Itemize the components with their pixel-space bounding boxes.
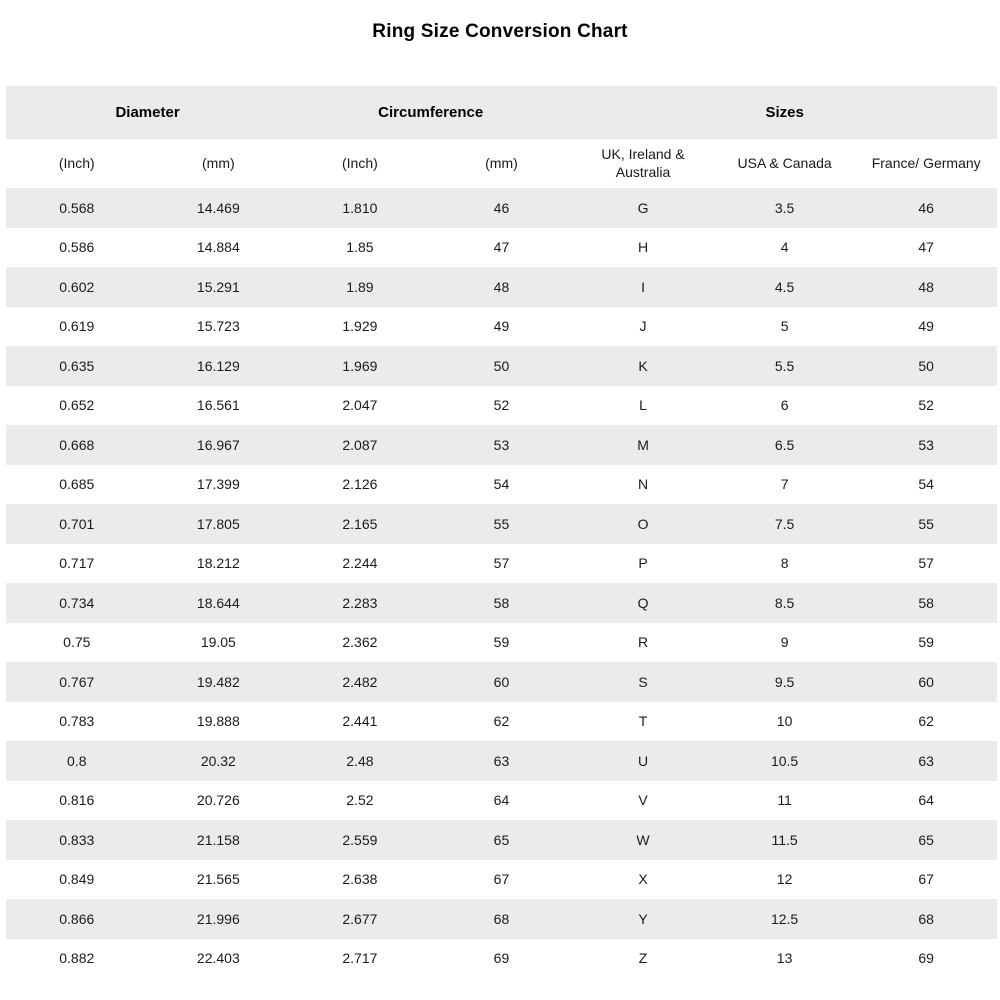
table-row [6, 781, 997, 821]
table-cell: 60 [918, 673, 934, 690]
table-cell: 57 [918, 555, 934, 572]
table-cell: P [638, 555, 648, 572]
table-cell: 46 [918, 199, 934, 216]
table-cell: 68 [918, 910, 934, 927]
table-cell: 0.734 [59, 594, 95, 611]
table-cell: 63 [493, 752, 510, 769]
table-cell: 15.291 [196, 278, 240, 295]
table-cell: 2.047 [342, 397, 378, 414]
table-row [6, 504, 997, 544]
table-cell: 9 [780, 634, 789, 651]
col-header-diameter-inch: (Inch) [6, 139, 148, 188]
table-cell: Z [638, 950, 648, 967]
table-row [6, 860, 997, 900]
table-cell: N [637, 476, 649, 493]
table-cell: 53 [918, 436, 934, 453]
table-cell: 2.482 [342, 673, 378, 690]
table-cell: 7 [780, 476, 789, 493]
table-cell: 0.816 [59, 792, 95, 809]
table-cell: 1.89 [346, 278, 374, 295]
table-cell: 17.399 [196, 476, 240, 493]
table-cell: 1.85 [346, 239, 374, 256]
table-cell: 0.586 [59, 239, 95, 256]
table-cell: W [636, 831, 650, 848]
table-cell: 19.888 [196, 713, 240, 730]
col-header-diameter-mm: (mm) [148, 139, 290, 188]
table-cell: 2.441 [342, 713, 378, 730]
table-cell: 52 [493, 397, 510, 414]
table-cell: 20.726 [196, 792, 240, 809]
table-cell: 13 [776, 950, 793, 967]
table-cell: 0.75 [63, 634, 91, 651]
table-body [6, 188, 997, 978]
col-header-circumference-inch: (Inch) [289, 139, 431, 188]
table-cell: 4.5 [774, 278, 795, 295]
table-cell: X [638, 871, 648, 888]
table-cell: 0.635 [59, 357, 95, 374]
table-cell: 69 [493, 950, 510, 967]
table-cell: 19.05 [200, 634, 236, 651]
table-cell: L [639, 397, 647, 414]
table-cell: 0.568 [59, 199, 95, 216]
table-cell: 0.619 [59, 318, 95, 335]
table-row [6, 662, 997, 702]
table-cell: 65 [493, 831, 510, 848]
table-row [6, 820, 997, 860]
table-cell: 49 [493, 318, 510, 335]
group-header-circumference: Circumference [289, 86, 572, 139]
table-cell: 16.129 [196, 357, 240, 374]
col-header-uk-ireland-australia: UK, Ireland & Australia [572, 139, 714, 188]
table-cell: 47 [493, 239, 510, 256]
table-cell: 11 [777, 792, 792, 809]
table-cell: 6.5 [774, 436, 795, 453]
table-row [6, 939, 997, 979]
table-cell: 49 [918, 318, 934, 335]
table-cell: 47 [918, 239, 934, 256]
table-cell: 21.158 [196, 831, 240, 848]
table-cell: V [638, 792, 648, 809]
table-cell: 2.244 [342, 555, 378, 572]
table-row [6, 465, 997, 505]
table-cell: 68 [493, 910, 510, 927]
col-header-circumference-mm: (mm) [431, 139, 573, 188]
column-header-row [6, 139, 997, 188]
table-cell: 20.32 [200, 752, 236, 769]
table-cell: 1.969 [342, 357, 378, 374]
table-cell: 8.5 [774, 594, 795, 611]
table-row [6, 623, 997, 663]
table-cell: O [637, 515, 649, 532]
table-cell: H [637, 239, 649, 256]
table-cell: 17.805 [196, 515, 240, 532]
table-cell: 18.644 [196, 594, 240, 611]
table-cell: 12 [776, 871, 793, 888]
table-row [6, 346, 997, 386]
table-cell: 0.783 [59, 713, 95, 730]
table-cell: 22.403 [196, 950, 240, 967]
table-row [6, 307, 997, 347]
table-cell: 0.602 [59, 278, 95, 295]
group-header-diameter: Diameter [6, 86, 289, 139]
table-cell: 0.849 [59, 871, 95, 888]
table-cell: R [637, 634, 649, 651]
table-cell: 46 [493, 199, 510, 216]
table-cell: 4 [780, 239, 789, 256]
table-row [6, 702, 997, 742]
table-cell: J [639, 318, 647, 335]
table-cell: 48 [493, 278, 510, 295]
table-cell: 0.717 [59, 555, 95, 572]
table-cell: 16.967 [196, 436, 240, 453]
table-cell: 57 [493, 555, 510, 572]
table-cell: 2.52 [346, 792, 374, 809]
table-cell: 18.212 [196, 555, 240, 572]
table-cell: 11.5 [771, 831, 798, 848]
table-cell: Y [638, 910, 648, 927]
table-cell: 50 [493, 357, 510, 374]
table-cell: 0.685 [59, 476, 95, 493]
table-cell: 16.561 [196, 397, 240, 414]
table-cell: 0.652 [59, 397, 95, 414]
table-cell: 55 [918, 515, 934, 532]
table-cell: 3.5 [774, 199, 795, 216]
table-cell: 2.638 [342, 871, 378, 888]
table-cell: 8 [780, 555, 789, 572]
table-cell: 59 [918, 634, 934, 651]
table-cell: 64 [918, 792, 934, 809]
table-cell: 62 [918, 713, 934, 730]
table-cell: 10.5 [770, 752, 799, 769]
table-cell: K [638, 357, 648, 374]
table-cell: Q [637, 594, 649, 611]
group-header-row [6, 86, 997, 139]
table-row [6, 741, 997, 781]
table-cell: 15.723 [196, 318, 240, 335]
table-row [6, 228, 997, 268]
table-cell: 54 [493, 476, 510, 493]
table-cell: 19.482 [196, 673, 240, 690]
table-cell: 2.677 [342, 910, 378, 927]
table-cell: 0.882 [59, 950, 95, 967]
table-cell: 50 [918, 357, 934, 374]
table-cell: 21.565 [196, 871, 240, 888]
table-cell: 0.866 [59, 910, 95, 927]
col-header-france-germany: France/ Germany [855, 139, 997, 188]
table-cell: 7.5 [774, 515, 795, 532]
table-cell: 2.717 [342, 950, 378, 967]
table-cell: 1.810 [342, 199, 378, 216]
table-row [6, 425, 997, 465]
table-cell: 10 [776, 713, 793, 730]
table-cell: 14.884 [196, 239, 240, 256]
table-cell: 0.8 [67, 752, 87, 769]
table-cell: 60 [493, 673, 510, 690]
ring-size-conversion-table [6, 86, 997, 978]
table-cell: 53 [493, 436, 510, 453]
col-header-usa-canada: USA & Canada [714, 139, 856, 188]
table-cell: T [638, 713, 648, 730]
table-cell: M [637, 436, 649, 453]
table-cell: 21.996 [196, 910, 240, 927]
table-cell: G [637, 199, 649, 216]
table-cell: 2.559 [342, 831, 378, 848]
table-cell: 0.833 [59, 831, 95, 848]
table-row [6, 899, 997, 939]
table-cell: 1.929 [342, 318, 378, 335]
table-cell: 14.469 [196, 199, 240, 216]
table-row [6, 583, 997, 623]
table-cell: 63 [918, 752, 934, 769]
table-cell: 2.362 [342, 634, 378, 651]
table-cell: 2.165 [342, 515, 378, 532]
table-cell: 0.701 [59, 515, 95, 532]
table-cell: 5.5 [774, 357, 795, 374]
table-cell: 58 [918, 594, 934, 611]
table-cell: 59 [493, 634, 510, 651]
table-cell: 55 [493, 515, 510, 532]
table-cell: 2.283 [342, 594, 378, 611]
table-cell: 2.087 [342, 436, 378, 453]
table-row [6, 267, 997, 307]
table-cell: 65 [918, 831, 934, 848]
table-cell: 67 [493, 871, 510, 888]
table-row [6, 188, 997, 228]
table-cell: 0.767 [59, 673, 95, 690]
table-cell: 58 [493, 594, 510, 611]
table-cell: 9.5 [774, 673, 795, 690]
table-cell: 67 [918, 871, 934, 888]
group-header-sizes: Sizes [572, 86, 997, 139]
table-cell: 64 [493, 792, 510, 809]
table-cell: 6 [780, 397, 789, 414]
table-cell: S [638, 673, 648, 690]
table-cell: 69 [918, 950, 934, 967]
table-row [6, 386, 997, 426]
table-cell: 5 [780, 318, 789, 335]
table-cell: 62 [493, 713, 510, 730]
table-row [6, 544, 997, 584]
table-cell: I [641, 278, 645, 295]
table-cell: 52 [918, 397, 934, 414]
table-cell: 12.5 [770, 910, 799, 927]
table-cell: 54 [918, 476, 934, 493]
table-cell: 48 [918, 278, 934, 295]
table-cell: U [637, 752, 649, 769]
table-cell: 0.668 [59, 436, 95, 453]
table-cell: 2.48 [346, 752, 374, 769]
table-cell: 2.126 [342, 476, 378, 493]
table-header [6, 86, 997, 188]
page-title: Ring Size Conversion Chart [372, 21, 628, 42]
